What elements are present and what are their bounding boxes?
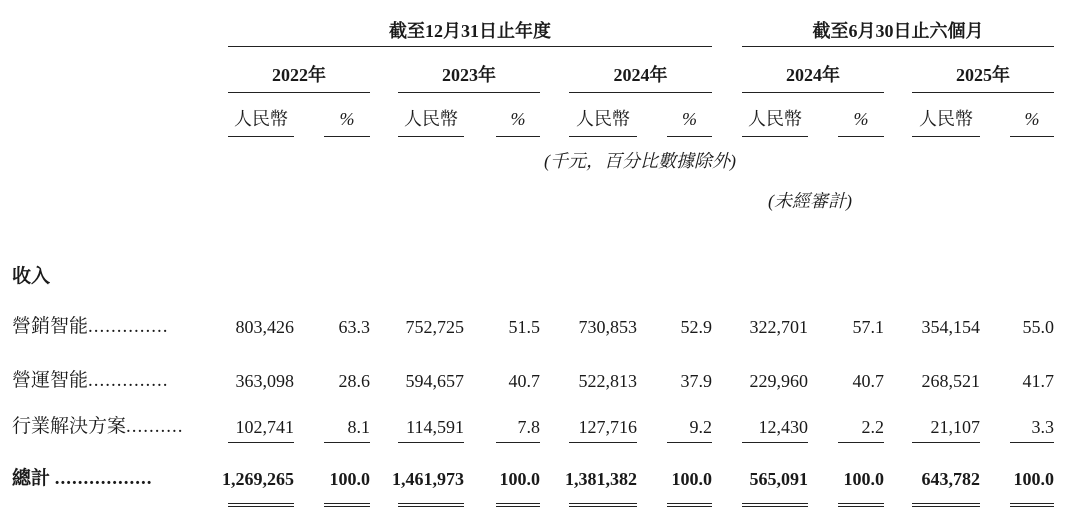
- total-double-rule: [1010, 503, 1054, 507]
- row-label-text: 營運智能: [12, 370, 89, 391]
- subtotal-rule: [912, 442, 980, 443]
- year-header-2022: 2022年: [272, 65, 326, 85]
- currency-header-rule: [742, 136, 808, 137]
- cell-value: 21,107: [930, 417, 980, 437]
- total-value: 100.0: [499, 469, 540, 489]
- total-double-rule: [912, 503, 980, 507]
- leader-dots: ..........: [126, 416, 184, 437]
- currency-header-rule: [912, 136, 980, 137]
- note-thousands: (千元，百分比數據除外): [544, 151, 736, 171]
- header-group-half-rule: [742, 46, 1054, 47]
- total-double-rule: [398, 503, 464, 507]
- cell-value: 730,853: [578, 317, 637, 337]
- leader-dots: ..............: [88, 316, 169, 337]
- currency-header: 人民幣: [748, 109, 802, 129]
- year-rule-2024-half: [742, 92, 884, 93]
- total-value: 643,782: [921, 469, 980, 489]
- cell-value: 57.1: [852, 317, 884, 337]
- total-double-rule: [228, 503, 294, 507]
- leader-dots: ..............: [88, 370, 169, 391]
- subtotal-rule: [742, 442, 808, 443]
- row-label-text: 行業解決方案: [12, 416, 127, 437]
- pct-header-rule: [838, 136, 884, 137]
- cell-value: 594,657: [405, 371, 464, 391]
- cell-value: 752,725: [405, 317, 464, 337]
- row-label-text: 營銷智能: [12, 316, 89, 337]
- cell-value: 12,430: [758, 417, 808, 437]
- pct-header: %: [339, 109, 355, 129]
- total-label-text: 總計: [12, 468, 51, 489]
- subtotal-rule: [667, 442, 712, 443]
- total-value: 565,091: [749, 469, 808, 489]
- year-header-2025-half: 2025年: [956, 65, 1010, 85]
- cell-value: 363,098: [235, 371, 294, 391]
- cell-value: 51.5: [508, 317, 540, 337]
- subtotal-rule: [324, 442, 370, 443]
- year-rule-2022: [228, 92, 370, 93]
- pct-header: %: [853, 109, 869, 129]
- year-header-2024-half: 2024年: [786, 65, 840, 85]
- total-value: 100.0: [329, 469, 370, 489]
- currency-header: 人民幣: [919, 109, 973, 129]
- cell-value: 37.9: [680, 371, 712, 391]
- year-header-2023: 2023年: [442, 65, 496, 85]
- subtotal-rule: [838, 442, 884, 443]
- pct-header-rule: [667, 136, 712, 137]
- cell-value: 9.2: [689, 417, 712, 437]
- row-label: [12, 370, 169, 392]
- total-value: 1,269,265: [222, 469, 294, 489]
- year-rule-2024: [569, 92, 712, 93]
- cell-value: 3.3: [1031, 417, 1054, 437]
- row-label: [12, 416, 184, 438]
- cell-value: 55.0: [1022, 317, 1054, 337]
- cell-value: 41.7: [1022, 371, 1054, 391]
- cell-value: 522,813: [578, 371, 637, 391]
- cell-value: 268,521: [921, 371, 980, 391]
- pct-header-rule: [496, 136, 540, 137]
- currency-header: 人民幣: [576, 109, 630, 129]
- total-double-rule: [569, 503, 637, 507]
- currency-header-rule: [228, 136, 294, 137]
- total-double-rule: [667, 503, 712, 507]
- total-double-rule: [324, 503, 370, 507]
- currency-header-rule: [398, 136, 464, 137]
- year-rule-2023: [398, 92, 540, 93]
- currency-header-rule: [569, 136, 637, 137]
- subtotal-rule: [228, 442, 294, 443]
- pct-header: %: [510, 109, 526, 129]
- year-header-2024: 2024年: [613, 65, 668, 85]
- cell-value: 114,591: [406, 417, 464, 437]
- total-double-rule: [496, 503, 540, 507]
- leader-dots: .................: [54, 468, 153, 489]
- header-group-year-rule: [228, 46, 712, 47]
- pct-header-rule: [1010, 136, 1054, 137]
- total-value: 100.0: [1013, 469, 1054, 489]
- year-rule-2025-half: [912, 92, 1054, 93]
- cell-value: 40.7: [508, 371, 540, 391]
- total-double-rule: [742, 503, 808, 507]
- cell-value: 229,960: [749, 371, 808, 391]
- header-group-half: 截至6月30日止六個月: [812, 21, 984, 41]
- cell-value: 354,154: [921, 317, 980, 337]
- note-unaudited: (未經審計): [768, 191, 852, 211]
- pct-header-rule: [324, 136, 370, 137]
- subtotal-rule: [1010, 442, 1054, 443]
- subtotal-rule: [569, 442, 637, 443]
- cell-value: 63.3: [338, 317, 370, 337]
- section-title: 收入: [12, 266, 51, 287]
- total-value: 100.0: [671, 469, 712, 489]
- cell-value: 7.8: [517, 417, 540, 437]
- total-value: 100.0: [843, 469, 884, 489]
- cell-value: 28.6: [338, 371, 370, 391]
- cell-value: 102,741: [235, 417, 294, 437]
- pct-header: %: [1024, 109, 1040, 129]
- currency-header: 人民幣: [234, 109, 288, 129]
- cell-value: 803,426: [235, 317, 294, 337]
- cell-value: 127,716: [578, 417, 637, 437]
- total-value: 1,461,973: [392, 469, 464, 489]
- total-label: [12, 468, 153, 490]
- row-label: [12, 316, 169, 338]
- subtotal-rule: [496, 442, 540, 443]
- cell-value: 2.2: [861, 417, 884, 437]
- total-value: 1,381,382: [565, 469, 637, 489]
- currency-header: 人民幣: [404, 109, 458, 129]
- cell-value: 40.7: [852, 371, 884, 391]
- total-double-rule: [838, 503, 884, 507]
- subtotal-rule: [398, 442, 464, 443]
- pct-header: %: [682, 109, 697, 129]
- cell-value: 52.9: [680, 317, 712, 337]
- header-group-year: 截至12月31日止年度: [389, 21, 551, 41]
- cell-value: 322,701: [749, 317, 808, 337]
- cell-value: 8.1: [347, 417, 370, 437]
